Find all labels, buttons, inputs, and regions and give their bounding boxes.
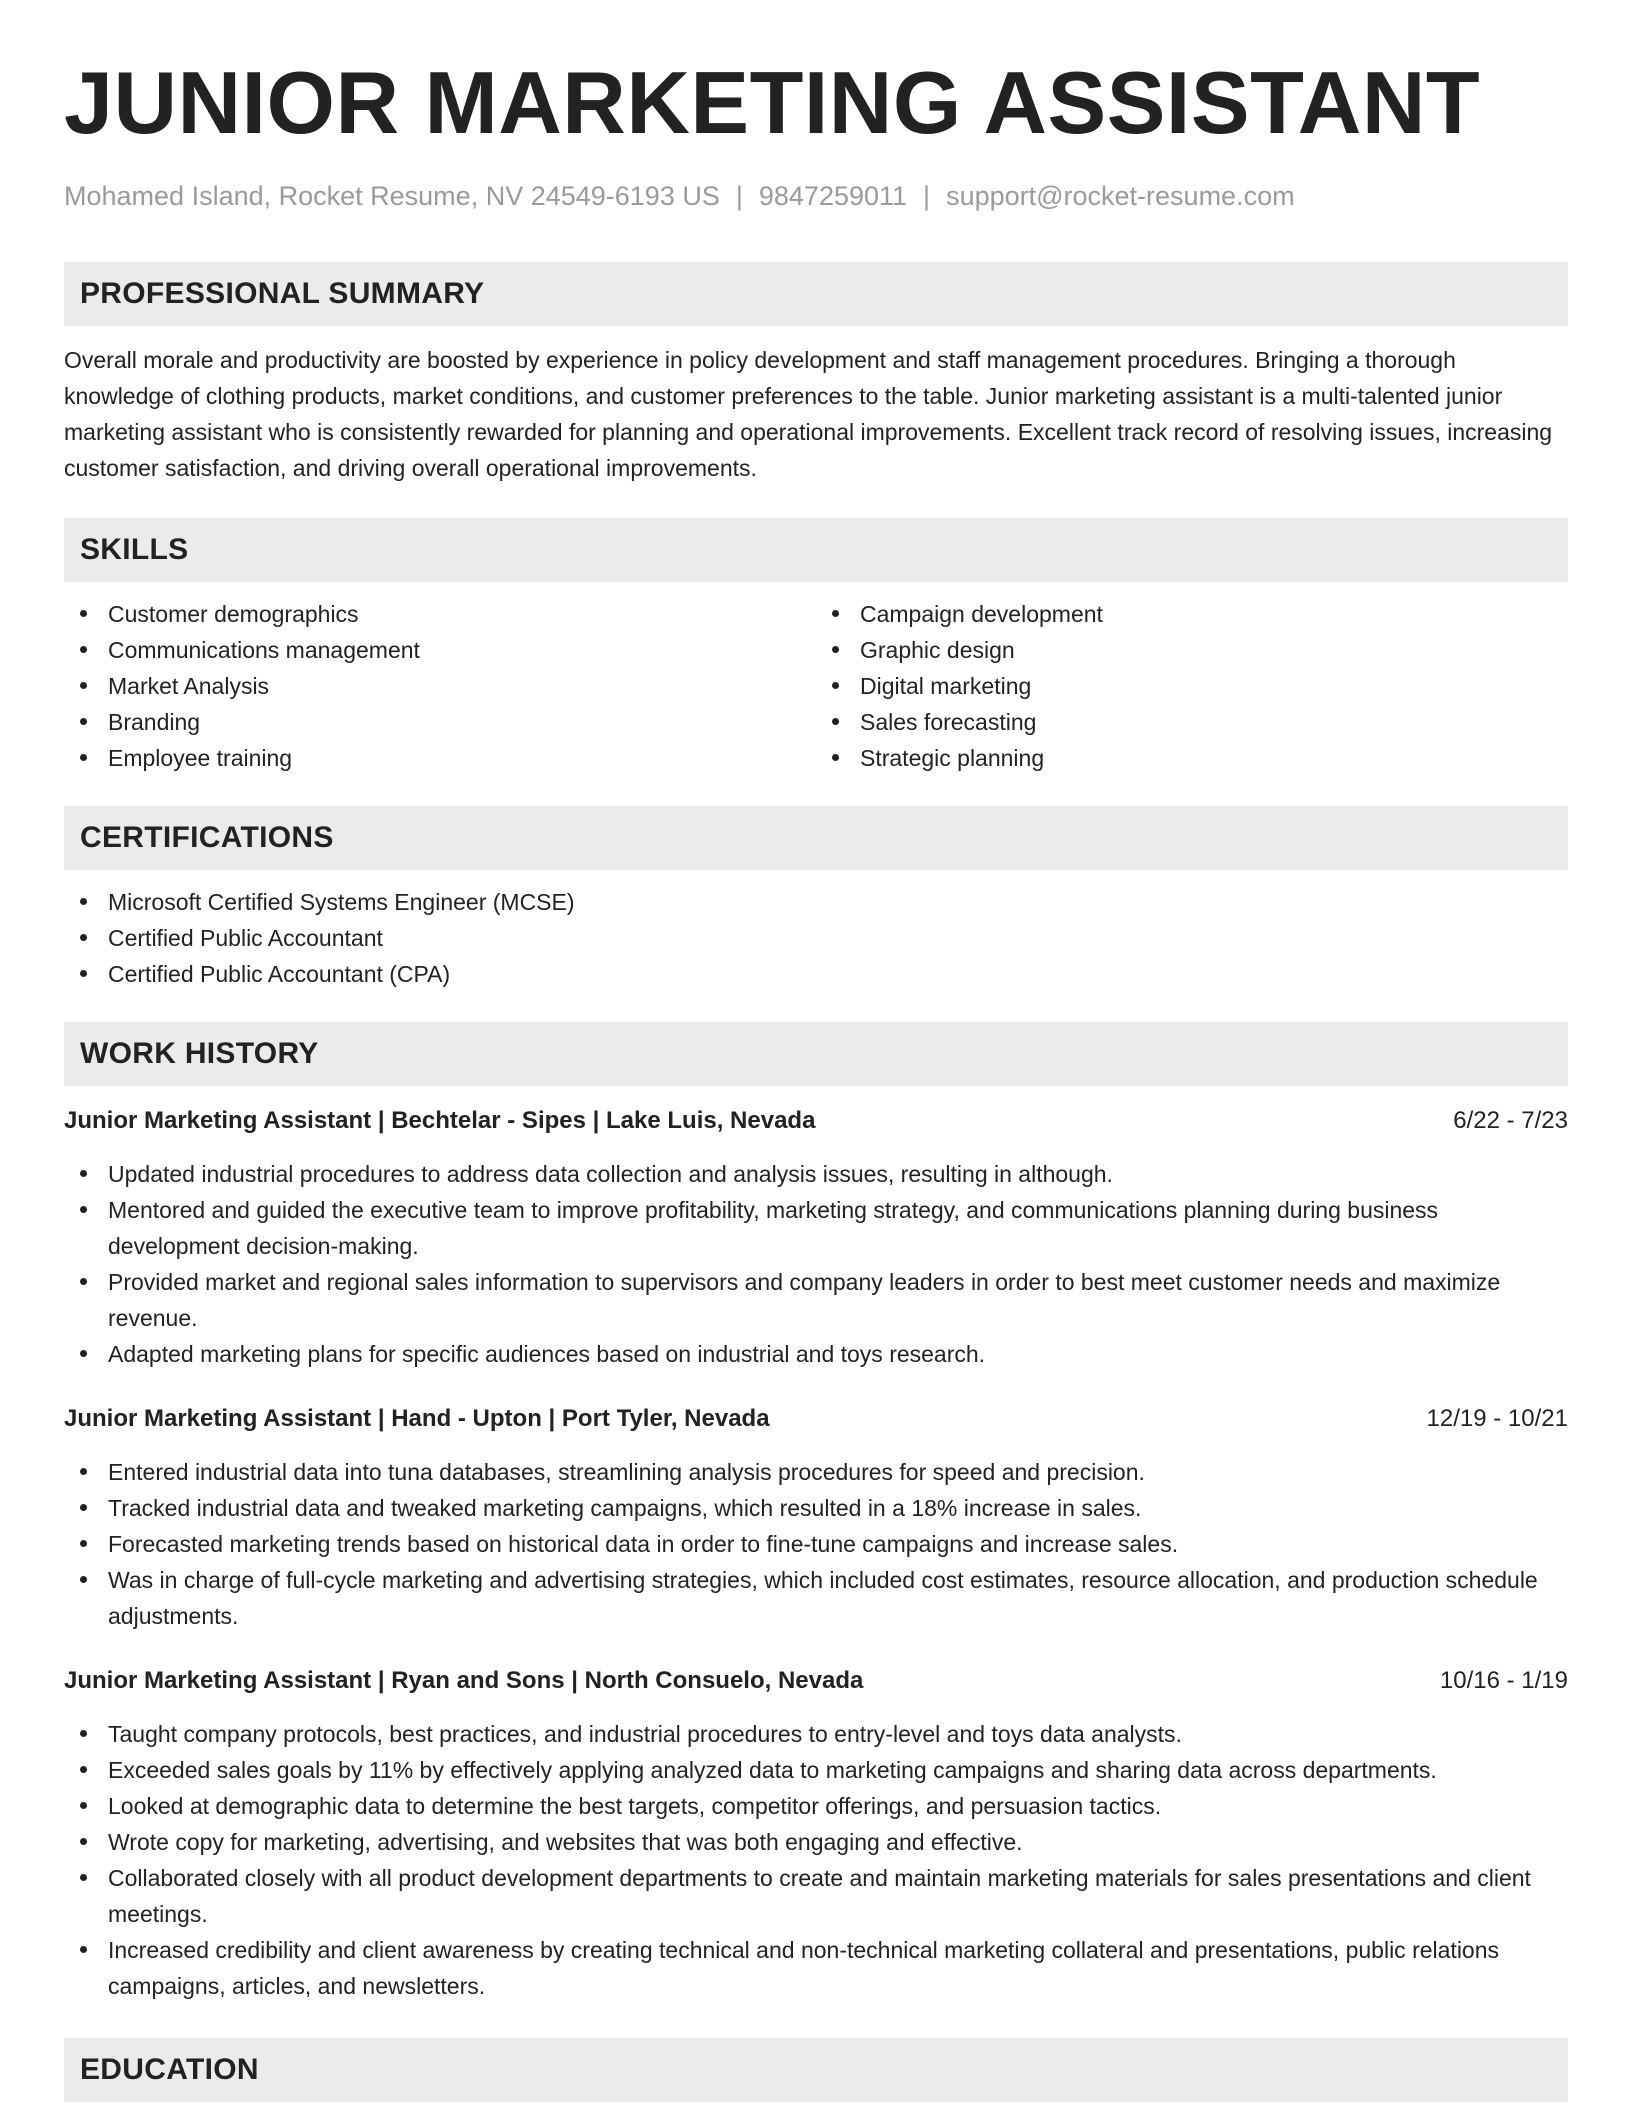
summary-text: Overall morale and productivity are boosted by experience in policy development and staff management procedures. Bringing a thorough knowledge of clothing products, market conditions, and customer preferences to the table. Junior marketing assistant is a multi-talented junior marketing assistant who is consistently rewarded for planning and operational improvements. Excellent track record of resolving issues, increasing customer satisfaction, and driving overall operational improvements. <box>64 347 1553 481</box>
job-dates: 6/22 - 7/23 <box>1453 1107 1568 1134</box>
skills-list-right <box>816 596 1568 776</box>
contact-separator: | <box>923 181 931 211</box>
skill-item: Communications management <box>64 632 816 668</box>
job-bullet: Increased credibility and client awareness by creating technical and non-technical marketing collateral and presentations, public relations campaigns, articles, and newsletters. <box>64 1932 1568 2004</box>
job-bullet: Updated industrial procedures to address data collection and analysis issues, resulting in although. <box>64 1156 1568 1192</box>
job-title: Junior Marketing Assistant | Bechtelar - Sipes | Lake Luis, Nevada <box>64 1107 816 1134</box>
job-bullet: Tracked industrial data and tweaked marketing campaigns, which resulted in a 18% increase in sales. <box>64 1490 1568 1526</box>
section-heading-education: EDUCATION <box>64 2038 1568 2102</box>
job-bullet: Wrote copy for marketing, advertising, and websites that was both engaging and effective. <box>64 1824 1568 1860</box>
job-dates: 10/16 - 1/19 <box>1439 1667 1568 1694</box>
contact-email: support@rocket-resume.com <box>946 181 1295 211</box>
job-bullet: Exceeded sales goals by 11% by effectively applying analyzed data to marketing campaigns and sharing data across departments. <box>64 1752 1568 1788</box>
job-entry <box>64 1664 1568 2004</box>
skills-columns <box>64 596 1568 776</box>
job-entry <box>64 1402 1568 1634</box>
skill-item: Digital marketing <box>816 668 1568 704</box>
job-bullets <box>64 1156 1568 1372</box>
job-dates: 12/19 - 10/21 <box>1426 1405 1568 1432</box>
skill-item: Graphic design <box>816 632 1568 668</box>
skill-item: Customer demographics <box>64 596 816 632</box>
job-header <box>64 1104 1568 1138</box>
contact-line <box>64 180 1568 212</box>
skill-item: Sales forecasting <box>816 704 1568 740</box>
contact-separator: | <box>735 181 743 211</box>
contact-phone: 9847259011 <box>758 181 908 211</box>
job-bullet: Forecasted marketing trends based on historical data in order to fine-tune campaigns and increase sales. <box>64 1526 1568 1562</box>
certification-item: Certified Public Accountant <box>64 920 1568 956</box>
certification-item: Certified Public Accountant (CPA) <box>64 956 1568 992</box>
job-bullets <box>64 1454 1568 1634</box>
job-title: Junior Marketing Assistant | Hand - Upton | Port Tyler, Nevada <box>64 1405 770 1432</box>
job-bullet: Was in charge of full-cycle marketing and advertising strategies, which included cost estimates, resource allocation, and production schedule adjustments. <box>64 1562 1568 1634</box>
job-bullets <box>64 1716 1568 2004</box>
skill-item: Employee training <box>64 740 816 776</box>
resume-title: JUNIOR MARKETING ASSISTANT <box>64 53 1481 152</box>
job-header <box>64 1402 1568 1436</box>
job-bullet: Looked at demographic data to determine the best targets, competitor offerings, and persuasion tactics. <box>64 1788 1568 1824</box>
job-bullet: Entered industrial data into tuna databases, streamlining analysis procedures for speed and precision. <box>64 1454 1568 1490</box>
section-heading-work-history: WORK HISTORY <box>64 1022 1568 1086</box>
job-bullet: Taught company protocols, best practices, and industrial procedures to entry-level and toys data analysts. <box>64 1716 1568 1752</box>
certification-item: Microsoft Certified Systems Engineer (MCSE) <box>64 884 1568 920</box>
job-bullet: Provided market and regional sales information to supervisors and company leaders in order to best meet customer needs and maximize revenue. <box>64 1264 1568 1336</box>
job-title: Junior Marketing Assistant | Ryan and Sons | North Consuelo, Nevada <box>64 1667 864 1694</box>
skill-item: Market Analysis <box>64 668 816 704</box>
job-header <box>64 1664 1568 1698</box>
job-bullet: Collaborated closely with all product development departments to create and maintain marketing materials for sales presentations and client meetings. <box>64 1860 1568 1932</box>
section-heading-certifications: CERTIFICATIONS <box>64 806 1568 870</box>
skills-list-left <box>64 596 816 776</box>
skill-item: Strategic planning <box>816 740 1568 776</box>
job-entry <box>64 1104 1568 1372</box>
certifications-list <box>64 884 1568 992</box>
job-bullet: Mentored and guided the executive team to improve profitability, marketing strategy, and communications planning during business development decision-making. <box>64 1192 1568 1264</box>
skill-item: Branding <box>64 704 816 740</box>
job-bullet: Adapted marketing plans for specific audiences based on industrial and toys research. <box>64 1336 1568 1372</box>
skill-item: Campaign development <box>816 596 1568 632</box>
section-heading-skills: SKILLS <box>64 518 1568 582</box>
contact-address: Mohamed Island, Rocket Resume, NV 24549-6193 US <box>64 181 720 211</box>
section-heading-summary: PROFESSIONAL SUMMARY <box>64 262 1568 326</box>
